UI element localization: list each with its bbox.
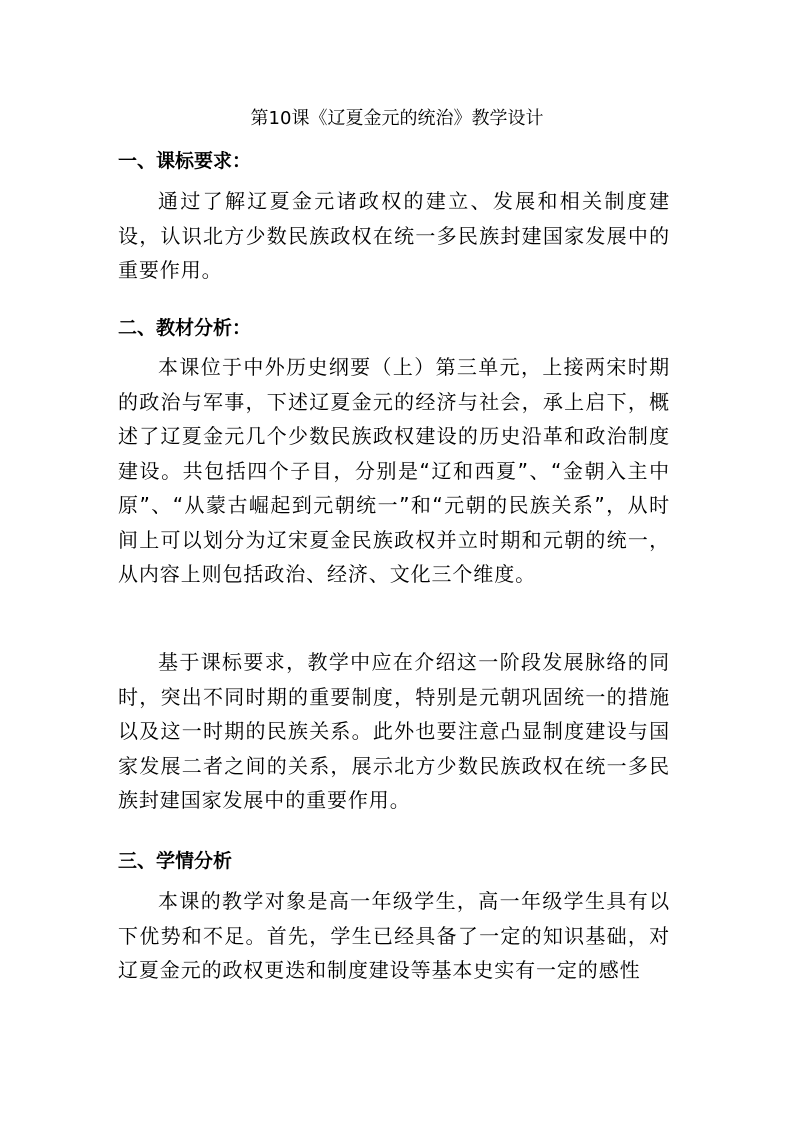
- section-heading-student-analysis: 三、学情分析: [118, 850, 233, 872]
- document-title: 第10课《辽夏金元的统治》教学设计: [250, 108, 544, 129]
- paragraph-curriculum-requirements: 通过了解辽夏金元诸政权的建立、发展和相关制度建设，认识北方少数民族政权在统一多民族封建国家发展中的重要作用。: [118, 189, 670, 282]
- section-heading-textbook-analysis: 二、教材分析：: [118, 317, 252, 339]
- section-heading-curriculum-requirements: 一、课标要求：: [118, 150, 252, 172]
- paragraph-textbook-analysis-2: 基于课标要求，教学中应在介绍这一阶段发展脉络的同时，突出不同时期的重要制度，特别是元朝巩固统一的措施以及这一时期的民族关系。此外也要注意凸显制度建设与国家发展二者之间的关系，展示北方少数民族政权在统一多民族封建国家发展中的重要作用。: [118, 650, 670, 812]
- paragraph-student-analysis: 本课的教学对象是高一年级学生，高一年级学生具有以下优势和不足。首先，学生已经具备了一定的知识基础，对辽夏金元的政权更迭和制度建设等基本史实有一定的感性: [118, 889, 670, 982]
- paragraph-textbook-analysis-1: 本课位于中外历史纲要（上）第三单元，上接两宋时期的政治与军事，下述辽夏金元的经济与社会，承上启下，概述了辽夏金元几个少数民族政权建设的历史沿革和政治制度建设。共包括四个子目，分别是“辽和西夏”、“金朝入主中原”、“从蒙古崛起到元朝统一”和“元朝的民族关系”，从时间上可以划分为辽宋夏金民族政权并立时期和元朝的统一，从内容上则包括政治、经济、文化三个维度。: [118, 355, 670, 586]
